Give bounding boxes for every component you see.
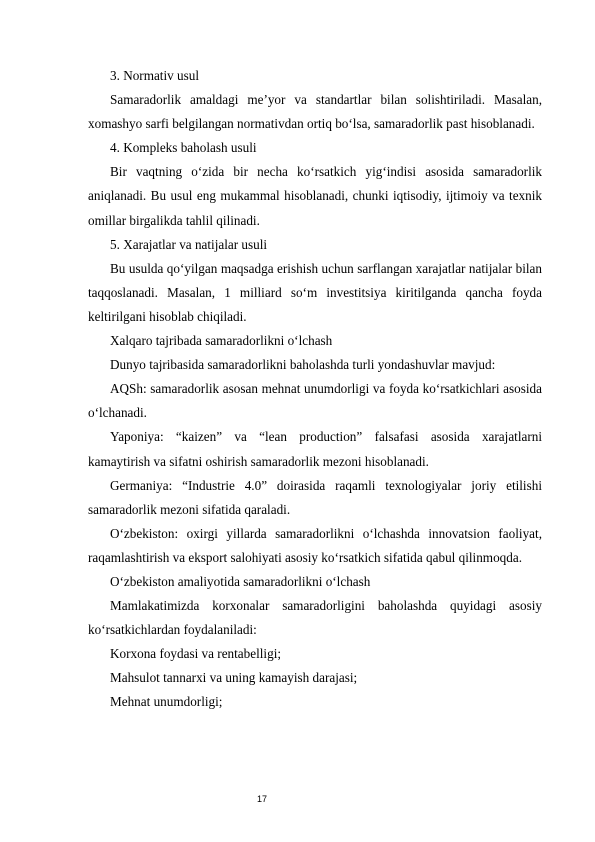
page-number: 17 [257, 794, 268, 804]
document-body [88, 64, 542, 715]
section-heading-complex-method: 4. Kompleks baholash usuli [110, 140, 257, 156]
section-heading-normative-method: 3. Normativ usul [110, 68, 200, 83]
section-heading-uzbek-practice: O‘zbekiston amaliyotida samaradorlikni o‘lchash [110, 573, 371, 589]
list-item-profit: Korxona foydasi va rentabelligi; [110, 646, 282, 662]
paragraph-germany: Germaniya: “Industrie 4.0” doirasida raqamli texnologiyalar joriy etilishi samaradorlik mezoni sifatida qaraladi. [88, 477, 542, 517]
section-heading-international: Xalqaro tajribada samaradorlikni o‘lchash [110, 333, 333, 349]
paragraph-cost-result-method: Bu usulda qo‘yilgan maqsadga erishish uchun sarflangan xarajatlar natijalar bilan taqqoslanadi. Masalan, 1 milliard so‘m investitsiya kiritilganda qancha foyda keltirilgani hisoblab chiqiladi. [88, 260, 542, 324]
paragraph-usa: AQSh: samaradorlik asosan mehnat unumdorligi va foyda ko‘rsatkichlari asosida o‘lchanadi. [88, 381, 542, 421]
paragraph-normative-method: Samaradorlik amaldagi me’yor va standartlar bilan solishtiriladi. Masalan, xomashyo sarfi belgilangan normativdan ortiq bo‘lsa, samaradorlik past hisoblanadi. [88, 92, 542, 132]
paragraph-complex-method: Bir vaqtning o‘zida bir necha ko‘rsatkich yig‘indisi asosida samaradorlik aniqlanadi. Bu usul eng mukammal hisoblanadi, chunki iqtisodiy, ijtimoiy va texnik omillar birgalikda tahlil qilinadi. [88, 164, 542, 228]
paragraph-japan: Yaponiya: “kaizen” va “lean production” falsafasi asosida xarajatlarni kamaytirish va sifatni oshirish samaradorlik mezoni hisoblanadi. [88, 429, 542, 469]
section-heading-cost-result-method: 5. Xarajatlar va natijalar usuli [110, 236, 268, 252]
paragraph-uzbek-practice: Mamlakatimizda korxonalar samaradorligini baholashda quyidagi asosiy ko‘rsatkichlardan foydalaniladi: [88, 598, 542, 638]
paragraph-uzbekistan: O‘zbekiston: oxirgi yillarda samaradorlikni o‘lchashda innovatsion faoliyat, raqamlashtirish va eksport salohiyati asosiy ko‘rsatkich sifatida qabul qilinmoqda. [88, 525, 542, 565]
list-item-cost: Mahsulot tannarxi va uning kamayish darajasi; [110, 670, 358, 686]
paragraph-international-intro: Dunyo tajribasida samaradorlikni baholashda turli yondashuvlar mavjud: [110, 357, 496, 373]
list-item-productivity: Mehnat unumdorligi; [110, 694, 223, 710]
